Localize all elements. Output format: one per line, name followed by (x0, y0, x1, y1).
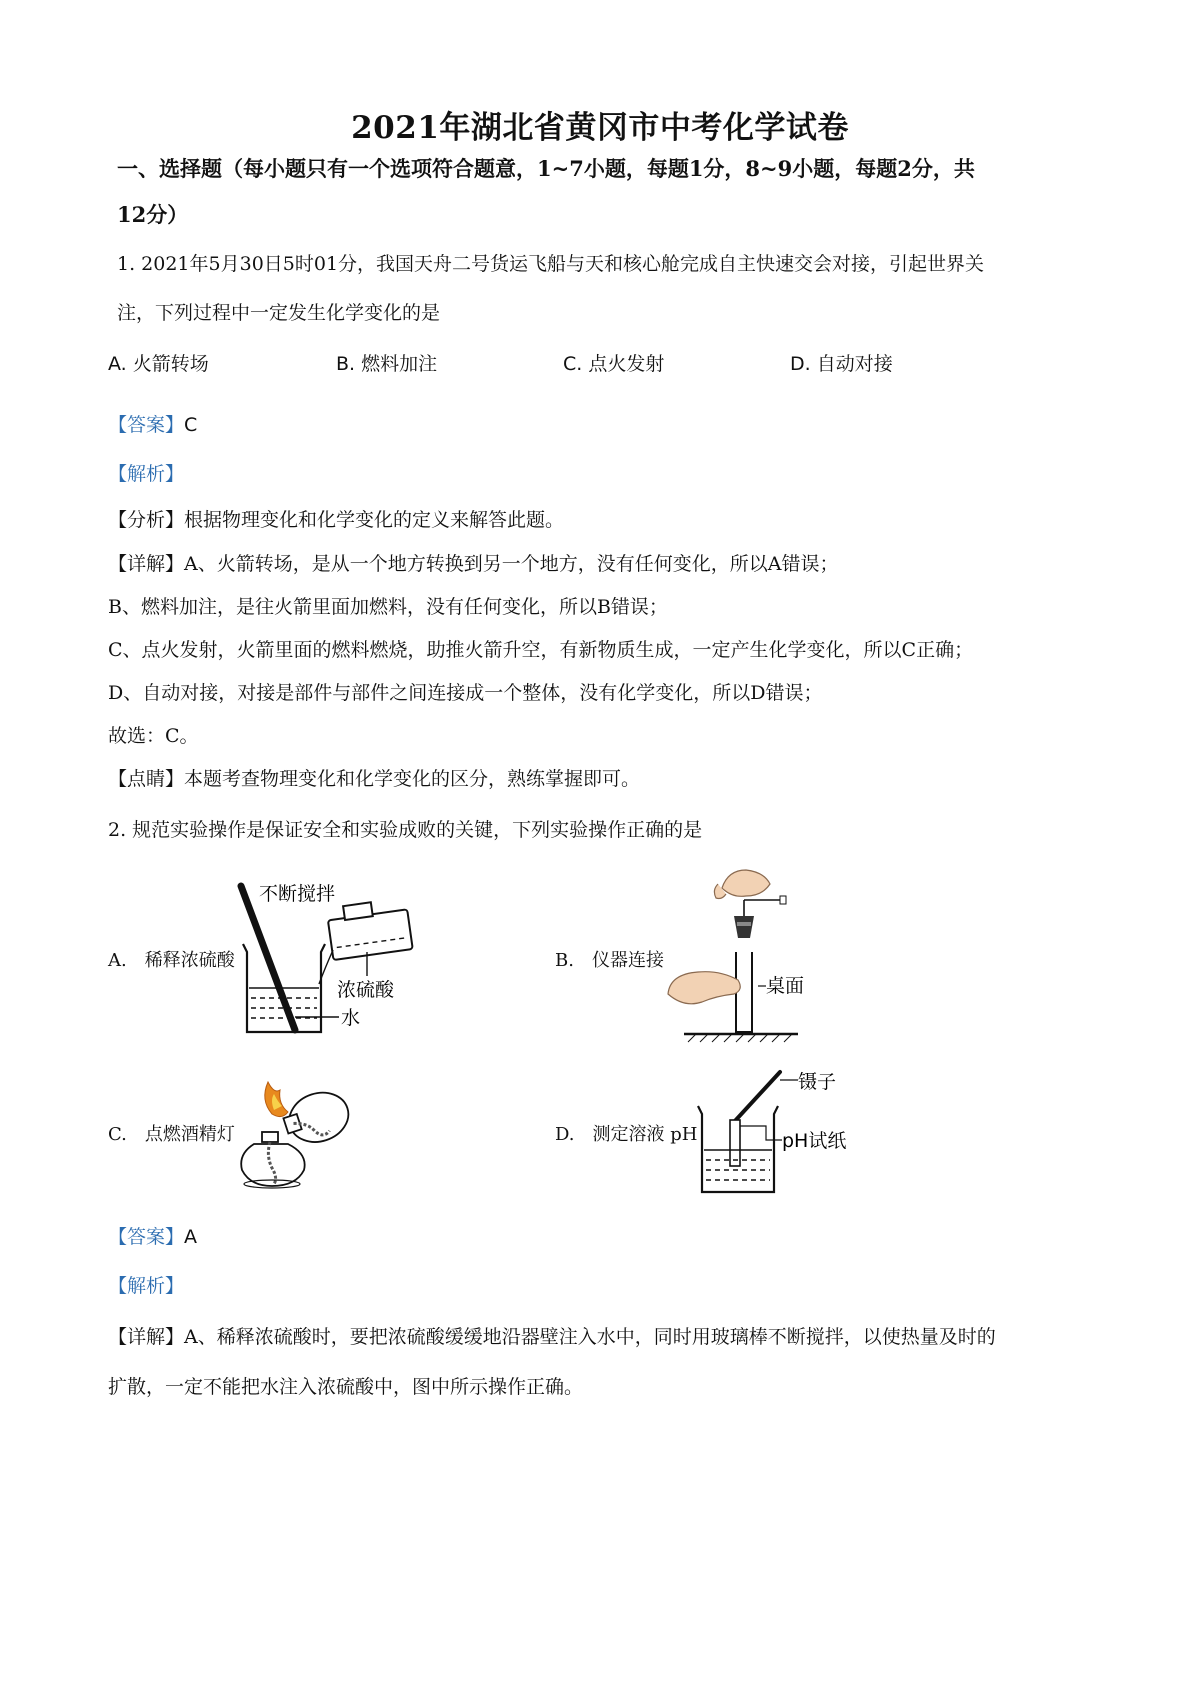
upright-lamp (241, 1132, 304, 1188)
q1-stem-line1: 1. 2021年5月30日5时01分，我国天舟二号货运飞船与天和核心舱完成自主快速交会对接，引起世界关 (117, 253, 985, 275)
q2-answer (108, 1222, 197, 1249)
q1-answer (108, 410, 197, 437)
q2-detail-line2: 扩散，一定不能把水注入浓硫酸中，图中所示操作正确。 (108, 1376, 584, 1398)
q1-analysis-line: 【详解】A、火箭转场，是从一个地方转换到另一个地方，没有任何变化，所以A错误； (108, 553, 839, 575)
q1-analysis-line: D、自动对接，对接是部件与部件之间连接成一个整体，没有化学变化，所以D错误； (108, 682, 823, 704)
q2-option-d-label: D. 测定溶液 pH (555, 1124, 698, 1145)
ph-paper (730, 1120, 740, 1166)
q1-analysis-line: 故选：C。 (108, 725, 199, 747)
water-label: 水 (341, 1007, 361, 1029)
page-title: 2021年湖北省黄冈市中考化学试卷 (351, 110, 849, 146)
acid-bottle (326, 897, 412, 960)
q2-option-b-label: B. 仪器连接 (555, 950, 664, 971)
ph-paper-label: pH试纸 (782, 1130, 847, 1152)
q1-option-d: D. 自动对接 (790, 353, 893, 375)
instrument-connect-figure (662, 862, 812, 1052)
q2-stem: 2. 规范实验操作是保证安全和实验成败的关键，下列实验操作正确的是 (108, 819, 703, 841)
q2-answer-tag: 【答案】 (108, 1226, 185, 1248)
q2-answer-value: A (184, 1226, 198, 1248)
glass-rod (241, 886, 295, 1030)
alcohol-lamp-figure (232, 1070, 352, 1195)
q1-analysis-line: C、点火发射，火箭里面的燃料燃烧，助推火箭升空，有新物质生成，一定产生化学变化，所以C正确； (108, 639, 974, 661)
q1-option-c: C. 点火发射 (563, 353, 665, 375)
q1-analysis-line: B、燃料加注，是往火箭里面加燃料，没有任何变化，所以B错误； (108, 596, 668, 618)
q1-answer-value: C (184, 414, 198, 436)
q2-option-c-label: C. 点燃酒精灯 (108, 1124, 235, 1145)
acid-label: 浓硫酸 (337, 979, 395, 1001)
lower-hand (668, 972, 740, 1004)
q1-analysis-line: 【点睛】本题考查物理变化和化学变化的区分，熟练掌握即可。 (108, 768, 641, 790)
q1-option-b: B. 燃料加注 (336, 353, 438, 375)
rubber-stopper (734, 916, 754, 938)
desk-label: 桌面 (766, 975, 805, 997)
q1-answer-tag: 【答案】 (108, 414, 185, 436)
tilted-lamp (279, 1085, 352, 1150)
dilute-acid-figure (235, 872, 445, 1042)
q1-analysis-tag: 【解析】 (108, 463, 185, 485)
q1-option-a: A. 火箭转场 (108, 353, 209, 375)
section-heading-line2: 12分） (117, 202, 189, 227)
q2-option-a-label: A. 稀释浓硫酸 (108, 950, 235, 971)
q1-stem-line2: 注，下列过程中一定发生化学变化的是 (117, 302, 441, 324)
ph-test-figure (694, 1066, 884, 1201)
stir-label: 不断搅拌 (259, 883, 336, 905)
section-heading-line1: 一、选择题（每小题只有一个选项符合题意，1~7小题，每题1分，8~9小题，每题2分，共 (117, 156, 975, 181)
tweezers-label: 镊子 (798, 1071, 837, 1093)
q2-analysis-tag: 【解析】 (108, 1275, 185, 1297)
q2-detail-line1: 【详解】A、稀释浓硫酸时，要把浓硫酸缓缓地沿器壁注入水中，同时用玻璃棒不断搅拌，以使热量及时的 (108, 1326, 996, 1348)
q1-analysis-line: 【分析】根据物理变化和化学变化的定义来解答此题。 (108, 509, 565, 531)
upper-hand (722, 870, 770, 896)
